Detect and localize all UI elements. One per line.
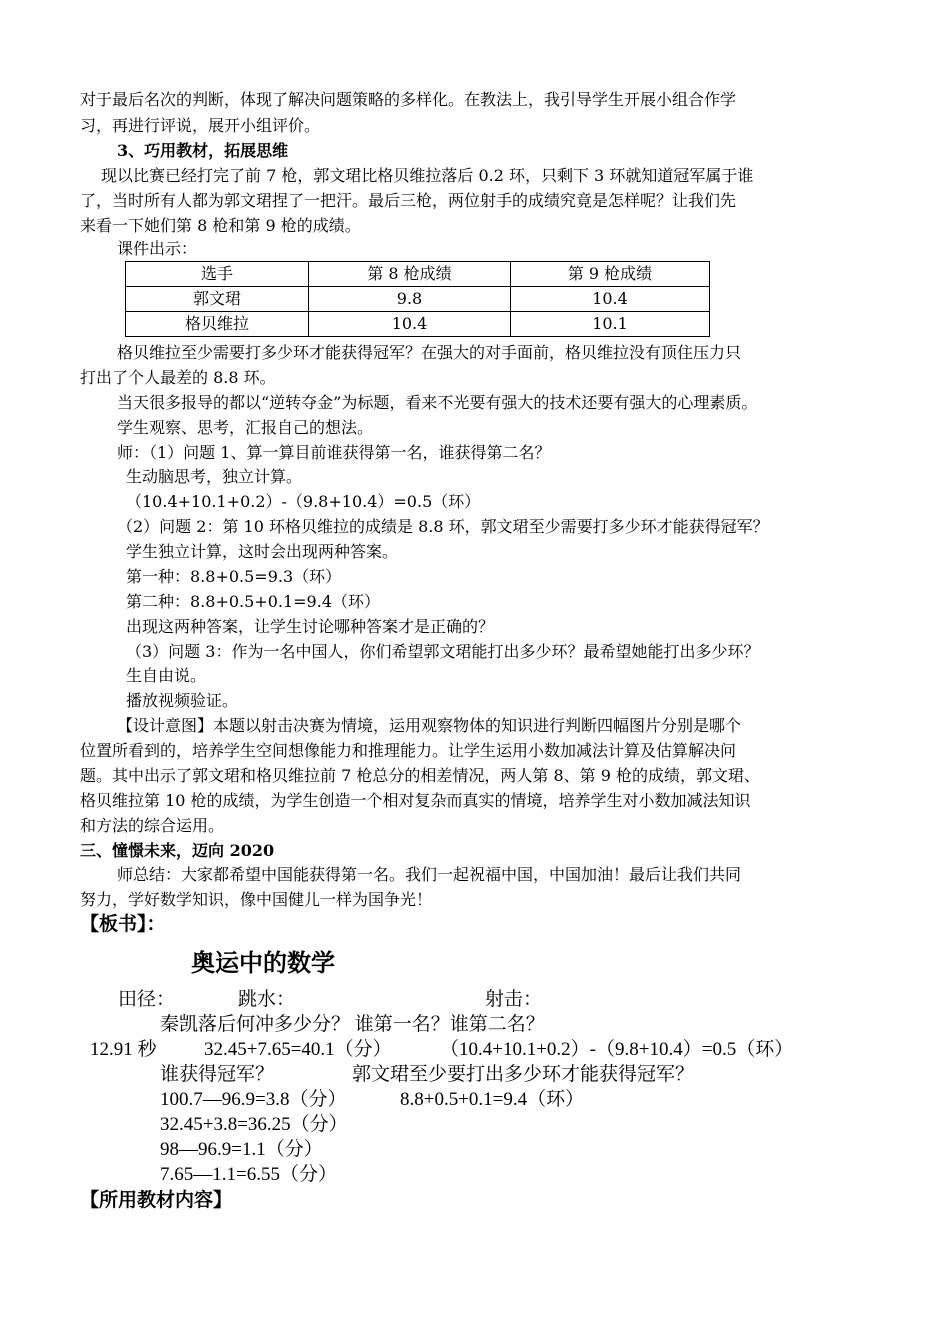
board-label: 【板书】： [80,913,166,935]
board-title: 奥运中的数学 [191,949,335,977]
paragraph-line: 学生独立计算，这时会出现两种答案。 [126,542,399,561]
paragraph-line: 学生观察、思考，汇报自己的想法。 [117,418,374,437]
table-header-cell: 第 8 枪成绩 [309,262,511,287]
board-column-shooting: 射击： [485,989,543,1010]
formula-line: 第一种：8.8+0.5=9.3（环） [126,567,342,586]
courseware-label: 课件出示： [117,239,198,258]
formula-line: 第二种：8.8+0.5+0.1=9.4（环） [126,592,381,611]
board-line: 8.8+0.5+0.1=9.4（环） [400,1089,585,1110]
board-line: 12.91 秒 [90,1039,157,1060]
paragraph-line: 来看一下她们第 8 枪和第 9 枪的成绩。 [80,216,361,235]
design-intent-line: 位置所看到的，培养学生空间想像能力和推理能力。让学生运用小数加减法计算及估算解决问 [80,741,737,760]
table-cell: 10.4 [511,287,710,312]
table-cell: 10.4 [309,312,511,337]
board-line: （10.4+10.1+0.2）-（9.8+10.4）=0.5（环） [440,1039,794,1060]
board-line: 100.7—96.9=3.8（分） [160,1089,347,1110]
intro-line-1: 对于最后名次的判断，体现了解决问题策略的多样化。在教法上，我引导学生开展小组合作学 [80,90,737,109]
paragraph-line: 出现这两种答案，让学生讨论哪种答案才是正确的？ [126,617,495,636]
paragraph-line: 格贝维拉至少需要打多少环才能获得冠军？在强大的对手面前，格贝维拉没有顶住压力只 [117,343,742,362]
paragraph-line: 现以比赛已经打完了前 7 枪，郭文珺比格贝维拉落后 0.2 环，只剩下 3 环就知道冠军属于谁 [101,166,754,185]
section-three-heading: 三、憧憬未来，迈向 2020 [80,841,275,860]
paragraph-line: 了，当时所有人都为郭文珺捏了一把汗。最后三枪，两位射手的成绩究竟是怎样呢？让我们先 [80,191,737,210]
score-table [125,261,710,337]
summary-line: 师总结：大家都希望中国能获得第一名。我们一起祝福中国，中国加油！最后让我们共同 [117,865,742,884]
table-header-row [126,262,710,287]
design-intent-line: 和方法的综合运用。 [80,816,225,835]
intro-line-2: 习，再进行评说，展开小组评价。 [80,116,321,135]
design-intent-line: 格贝维拉第 10 枪的成绩，为学生创造一个相对复杂而真实的情境，培养学生对小数加减法知识 [80,791,751,810]
section-3-heading: 3、巧用教材，拓展思维 [117,141,289,160]
formula-line: （10.4+10.1+0.2）-（9.8+10.4）=0.5（环） [126,492,481,511]
board-line: 32.45+7.65=40.1（分） [204,1039,392,1060]
board-column-diving: 跳水： [238,989,296,1010]
table-header-cell: 第 9 枪成绩 [511,262,710,287]
board-line: 7.65—1.1=6.55（分） [160,1164,337,1185]
design-intent-line: 题。其中出示了郭文珺和格贝维拉前 7 枪总分的相差情况，两人第 8、第 9 枪的成绩，郭文珺、 [80,766,760,785]
board-column-track: 田径： [118,989,176,1010]
table-cell: 格贝维拉 [126,312,309,337]
materials-label: 【所用教材内容】 [80,1189,233,1211]
board-line: 郭文珺至少要打出多少环才能获得冠军？ [352,1064,695,1085]
board-line: 32.45+3.8=36.25（分） [160,1114,348,1135]
table-row [126,287,710,312]
paragraph-line: 打出了个人最差的 8.8 环。 [80,368,276,387]
design-intent-line: 【设计意图】本题以射击决赛为情境，运用观察物体的知识进行判断四幅图片分别是哪个 [117,716,742,735]
paragraph-line: 生动脑思考，独立计算。 [126,467,303,486]
table-cell: 10.1 [511,312,710,337]
table-cell: 9.8 [309,287,511,312]
table-header-cell: 选手 [126,262,309,287]
board-line: 98—96.9=1.1（分） [160,1139,323,1160]
question-2: （2）问题 2：第 10 环格贝维拉的成绩是 8.8 环，郭文珺至少需要打多少环才能获得冠军？ [117,517,769,536]
paragraph-line: 当天很多报导的都以“逆转夺金”为标题，看来不光要有强大的技术还要有强大的心理素质。 [117,393,758,412]
question-1: 师：（1）问题 1、算一算目前谁获得第一名，谁获得第二名？ [117,443,551,462]
paragraph-line: 生自由说。 [126,666,207,685]
table-cell: 郭文珺 [126,287,309,312]
board-line: 秦凯落后何冲多少分？ 谁第一名？谁第二名？ [160,1014,545,1035]
table-row [126,312,710,337]
summary-line: 努力，学好数学知识，像中国健儿一样为国争光！ [80,890,433,909]
board-line: 谁获得冠军？ [160,1064,275,1085]
paragraph-line: 播放视频验证。 [126,691,239,710]
question-3: （3）问题 3：作为一名中国人，你们希望郭文珺能打出多少环？最希望她能打出多少环？ [126,642,760,661]
